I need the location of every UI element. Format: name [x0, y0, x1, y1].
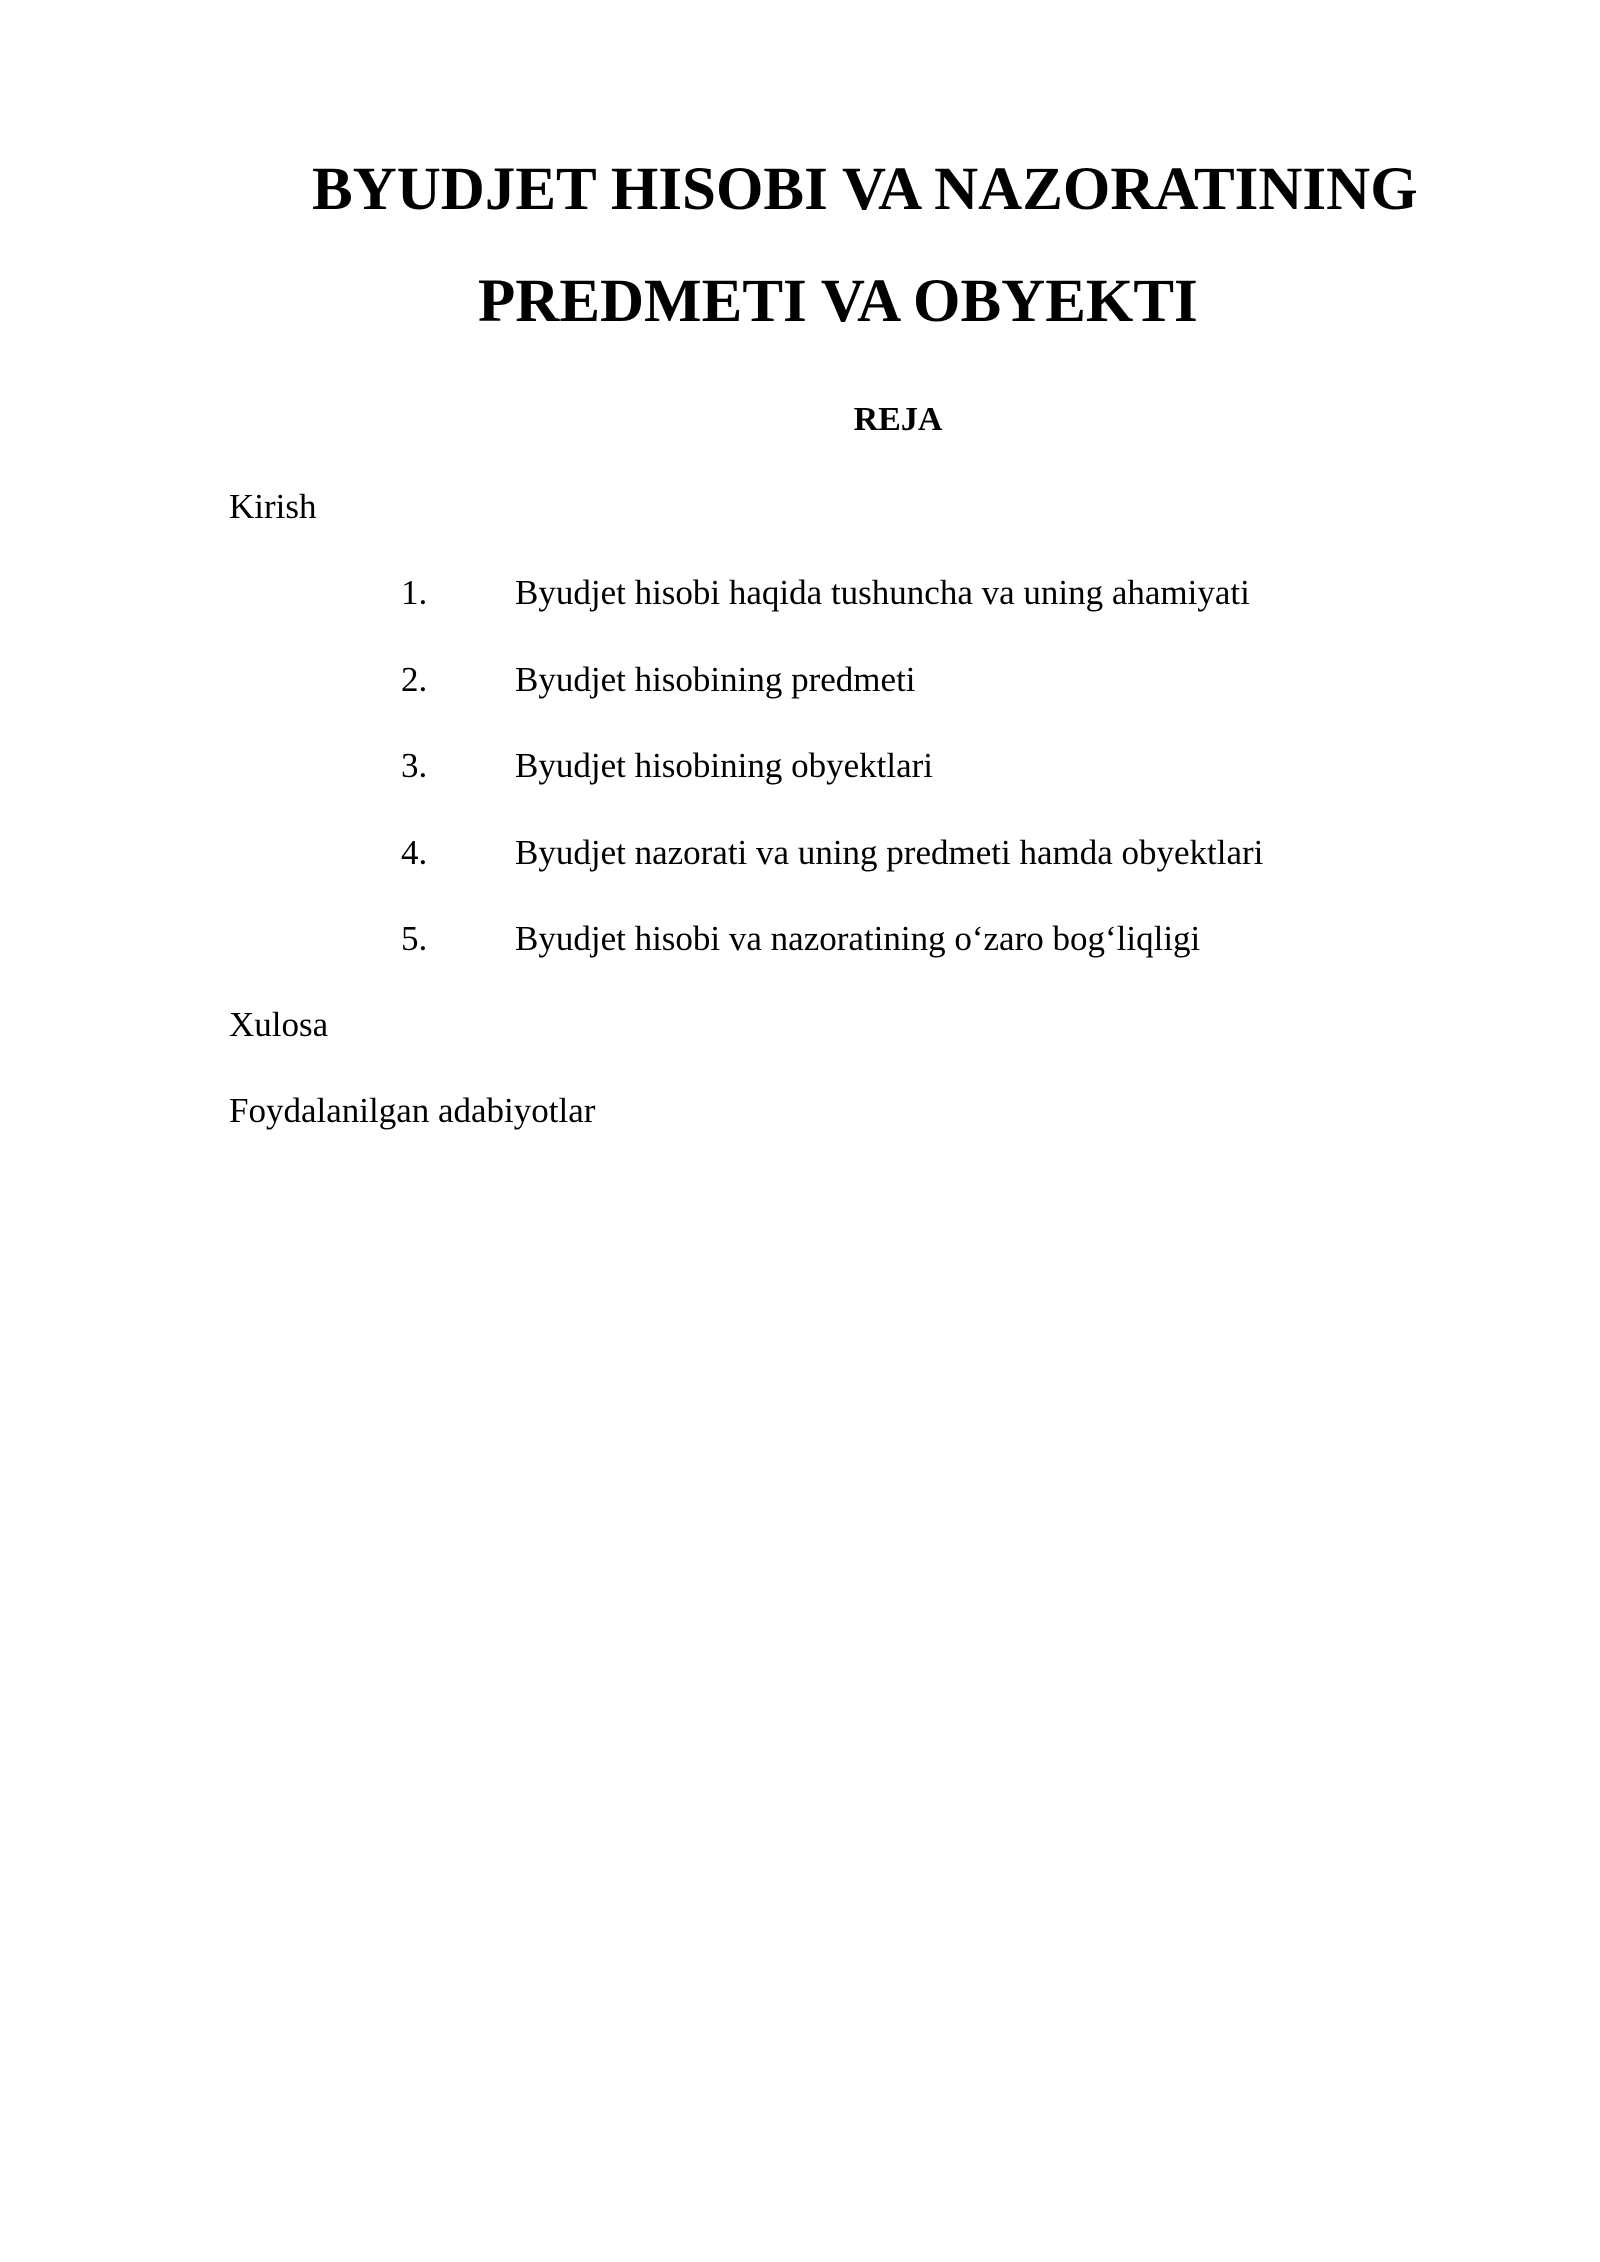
plan-item-text: Byudjet nazorati va uning predmeti hamda obyektlari [515, 833, 1264, 872]
plan-item-number: 4. [401, 833, 428, 872]
plan-item [0, 657, 1600, 703]
plan-item-text: Byudjet hisobining predmeti [515, 660, 916, 699]
plan-item-number: 5. [401, 919, 428, 958]
plan-item-number: 2. [401, 660, 428, 699]
intro-line: Kirish [229, 487, 317, 526]
document-title-line-1: BYUDJET HISOBI VA NAZORATINING [312, 156, 1418, 223]
conclusion-line: Xulosa [229, 1005, 329, 1044]
plan-item-text: Byudjet hisobi va nazoratining o‘zaro bog‘liqligi [515, 919, 1201, 958]
plan-item [0, 743, 1600, 789]
plan-item-text: Byudjet hisobi haqida tushuncha va uning ahamiyati [515, 573, 1250, 612]
plan-item [0, 830, 1600, 876]
plan-item [0, 916, 1600, 962]
plan-item-number: 3. [401, 746, 428, 785]
literature-line: Foydalanilgan adabiyotlar [229, 1091, 596, 1130]
plan-item-text: Byudjet hisobining obyektlari [515, 746, 934, 785]
document-title-line-2: PREDMETI VA OBYEKTI [478, 268, 1198, 335]
plan-heading: REJA [853, 401, 943, 438]
plan-item-number: 1. [401, 573, 428, 612]
plan-item [0, 570, 1600, 616]
